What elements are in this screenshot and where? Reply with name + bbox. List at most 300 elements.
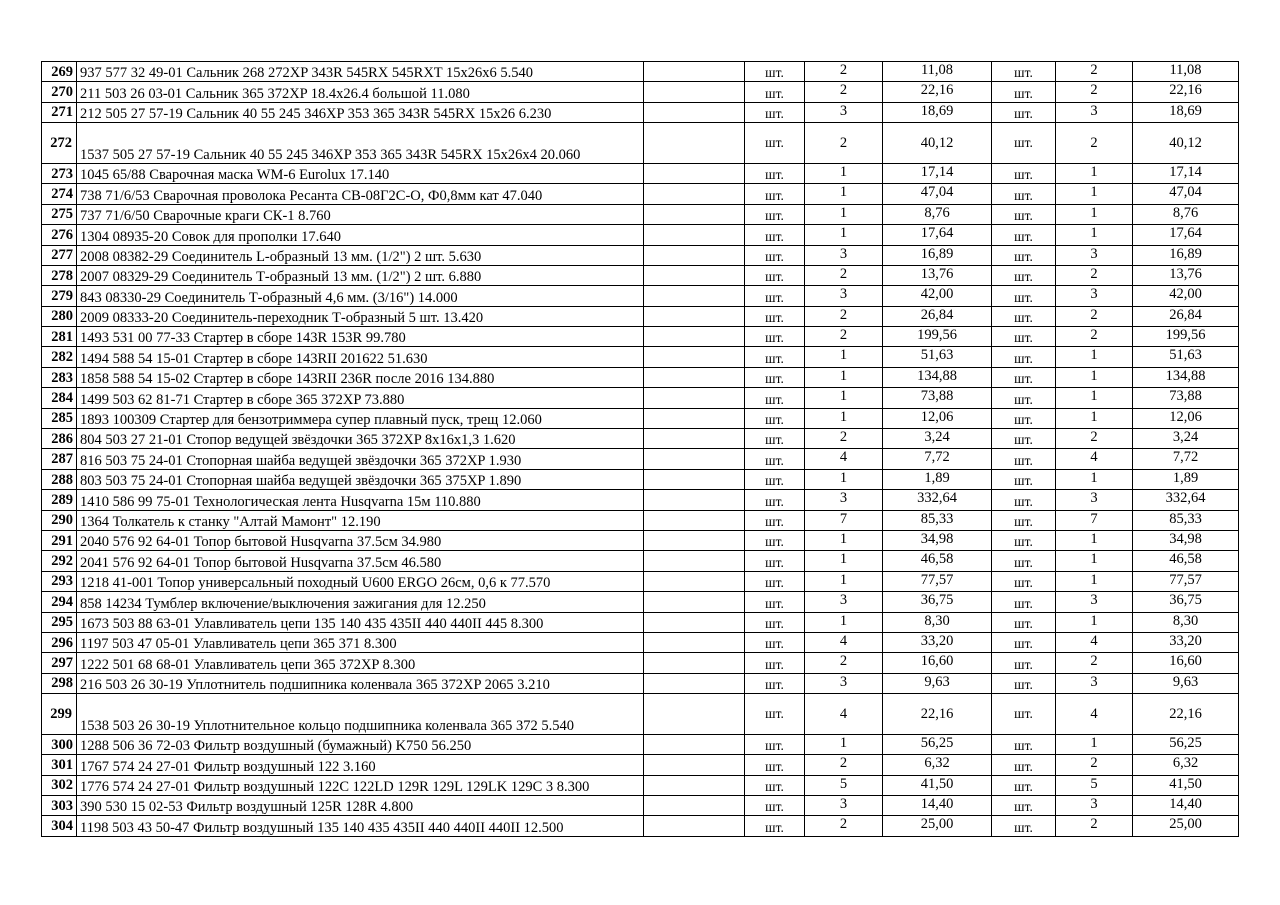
quantity-cell-2: 3	[1056, 102, 1133, 122]
sum-cell: 51,63	[1133, 347, 1239, 367]
empty-cell	[644, 531, 745, 551]
price-cell: 9,63	[883, 673, 992, 693]
sum-cell: 47,04	[1133, 184, 1239, 204]
empty-cell	[644, 673, 745, 693]
unit-cell: шт.	[745, 796, 805, 816]
price-cell: 85,33	[883, 510, 992, 530]
price-cell: 14,40	[883, 796, 992, 816]
quantity-cell: 2	[805, 327, 883, 347]
unit-cell: шт.	[745, 571, 805, 591]
sum-cell: 12,06	[1133, 408, 1239, 428]
unit-cell-2: шт.	[992, 265, 1056, 285]
unit-cell: шт.	[745, 816, 805, 836]
unit-cell: шт.	[745, 510, 805, 530]
item-name: 803 503 75 24-01 Стопорная шайба ведущей звёздочки 365 375XP 1.890	[77, 469, 644, 489]
price-cell: 134,88	[883, 367, 992, 387]
item-name: 1197 503 47 05-01 Улавливатель цепи 365 371 8.300	[77, 632, 644, 652]
quantity-cell-2: 4	[1056, 694, 1133, 735]
item-name: 843 08330-29 Соединитель Т-образный 4,6 мм. (3/16") 14.000	[77, 286, 644, 306]
unit-cell: шт.	[745, 184, 805, 204]
unit-cell: шт.	[745, 265, 805, 285]
table-row	[42, 102, 1239, 122]
quantity-cell-2: 1	[1056, 734, 1133, 754]
quantity-cell: 2	[805, 306, 883, 326]
empty-cell	[644, 510, 745, 530]
table-row	[42, 408, 1239, 428]
quantity-cell: 3	[805, 673, 883, 693]
sum-cell: 42,00	[1133, 286, 1239, 306]
price-cell: 18,69	[883, 102, 992, 122]
item-name: 804 503 27 21-01 Стопор ведущей звёздочки 365 372XP 8x16x1,3 1.620	[77, 429, 644, 449]
item-name: 1222 501 68 68-01 Улавливатель цепи 365 372XP 8.300	[77, 653, 644, 673]
quantity-cell-2: 4	[1056, 632, 1133, 652]
price-cell: 40,12	[883, 123, 992, 164]
sum-cell: 199,56	[1133, 327, 1239, 347]
row-number: 295	[42, 612, 77, 632]
unit-cell: шт.	[745, 408, 805, 428]
quantity-cell: 1	[805, 551, 883, 571]
unit-cell-2: шт.	[992, 327, 1056, 347]
unit-cell: шт.	[745, 632, 805, 652]
empty-cell	[644, 204, 745, 224]
row-number: 275	[42, 204, 77, 224]
table-row	[42, 653, 1239, 673]
table-row	[42, 571, 1239, 591]
item-name: 216 503 26 30-19 Уплотнитель подшипника коленвала 365 372XP 2065 3.210	[77, 673, 644, 693]
quantity-cell-2: 1	[1056, 469, 1133, 489]
quantity-cell-2: 1	[1056, 225, 1133, 245]
quantity-cell: 1	[805, 163, 883, 183]
row-number: 288	[42, 469, 77, 489]
quantity-cell: 2	[805, 816, 883, 836]
empty-cell	[644, 265, 745, 285]
quantity-cell: 2	[805, 429, 883, 449]
unit-cell-2: шт.	[992, 408, 1056, 428]
quantity-cell-2: 4	[1056, 449, 1133, 469]
quantity-cell: 1	[805, 612, 883, 632]
item-name: 390 530 15 02-53 Фильтр воздушный 125R 128R 4.800	[77, 796, 644, 816]
row-number: 274	[42, 184, 77, 204]
table-row	[42, 694, 1239, 735]
empty-cell	[644, 286, 745, 306]
unit-cell-2: шт.	[992, 163, 1056, 183]
table-row	[42, 734, 1239, 754]
price-cell: 47,04	[883, 184, 992, 204]
quantity-cell: 5	[805, 775, 883, 795]
quantity-cell-2: 2	[1056, 306, 1133, 326]
sum-cell: 1,89	[1133, 469, 1239, 489]
price-cell: 33,20	[883, 632, 992, 652]
empty-cell	[644, 612, 745, 632]
unit-cell: шт.	[745, 62, 805, 82]
sum-cell: 7,72	[1133, 449, 1239, 469]
unit-cell-2: шт.	[992, 82, 1056, 102]
unit-cell-2: шт.	[992, 775, 1056, 795]
table-row	[42, 184, 1239, 204]
empty-cell	[644, 490, 745, 510]
unit-cell-2: шт.	[992, 694, 1056, 735]
row-number: 286	[42, 429, 77, 449]
unit-cell: шт.	[745, 286, 805, 306]
quantity-cell-2: 2	[1056, 62, 1133, 82]
quantity-cell: 1	[805, 734, 883, 754]
empty-cell	[644, 225, 745, 245]
table-row	[42, 388, 1239, 408]
quantity-cell: 1	[805, 469, 883, 489]
quantity-cell: 1	[805, 184, 883, 204]
price-cell: 8,30	[883, 612, 992, 632]
row-number: 300	[42, 734, 77, 754]
quantity-cell-2: 1	[1056, 367, 1133, 387]
empty-cell	[644, 592, 745, 612]
sum-cell: 11,08	[1133, 62, 1239, 82]
row-number: 291	[42, 531, 77, 551]
unit-cell: шт.	[745, 388, 805, 408]
quantity-cell-2: 3	[1056, 592, 1133, 612]
sum-cell: 33,20	[1133, 632, 1239, 652]
table-row	[42, 429, 1239, 449]
item-name: 1893 100309 Стартер для бензотриммера супер плавный пуск, трещ 12.060	[77, 408, 644, 428]
empty-cell	[644, 102, 745, 122]
table-row	[42, 367, 1239, 387]
sum-cell: 6,32	[1133, 755, 1239, 775]
row-number: 298	[42, 673, 77, 693]
unit-cell: шт.	[745, 653, 805, 673]
sum-cell: 36,75	[1133, 592, 1239, 612]
empty-cell	[644, 245, 745, 265]
row-number: 282	[42, 347, 77, 367]
unit-cell: шт.	[745, 673, 805, 693]
empty-cell	[644, 347, 745, 367]
row-number: 270	[42, 82, 77, 102]
unit-cell-2: шт.	[992, 245, 1056, 265]
row-number: 303	[42, 796, 77, 816]
row-number: 281	[42, 327, 77, 347]
table-row	[42, 755, 1239, 775]
table-row	[42, 347, 1239, 367]
unit-cell-2: шт.	[992, 612, 1056, 632]
unit-cell: шт.	[745, 163, 805, 183]
table-row	[42, 775, 1239, 795]
sum-cell: 16,89	[1133, 245, 1239, 265]
quantity-cell: 7	[805, 510, 883, 530]
unit-cell-2: шт.	[992, 429, 1056, 449]
sum-cell: 40,12	[1133, 123, 1239, 164]
quantity-cell: 2	[805, 62, 883, 82]
quantity-cell: 2	[805, 755, 883, 775]
unit-cell-2: шт.	[992, 653, 1056, 673]
row-number: 285	[42, 408, 77, 428]
item-name: 1198 503 43 50-47 Фильтр воздушный 135 140 435 435II 440 440II 440II 12.500	[77, 816, 644, 836]
empty-cell	[644, 653, 745, 673]
empty-cell	[644, 796, 745, 816]
sum-cell: 3,24	[1133, 429, 1239, 449]
price-cell: 26,84	[883, 306, 992, 326]
quantity-cell: 3	[805, 490, 883, 510]
quantity-cell: 2	[805, 123, 883, 164]
sum-cell: 56,25	[1133, 734, 1239, 754]
unit-cell-2: шт.	[992, 796, 1056, 816]
quantity-cell: 1	[805, 571, 883, 591]
sum-cell: 8,76	[1133, 204, 1239, 224]
table-row	[42, 286, 1239, 306]
unit-cell-2: шт.	[992, 449, 1056, 469]
item-name: 1493 531 00 77-33 Стартер в сборе 143R 153R 99.780	[77, 327, 644, 347]
price-cell: 56,25	[883, 734, 992, 754]
item-name: 1537 505 27 57-19 Сальник 40 55 245 346XP 353 365 343R 545RX 15x26x4 20.060	[77, 123, 644, 164]
row-number: 289	[42, 490, 77, 510]
price-cell: 73,88	[883, 388, 992, 408]
item-name: 2040 576 92 64-01 Топор бытовой Husqvarna 37.5см 34.980	[77, 531, 644, 551]
price-cell: 1,89	[883, 469, 992, 489]
quantity-cell: 1	[805, 347, 883, 367]
unit-cell: шт.	[745, 755, 805, 775]
quantity-cell: 1	[805, 225, 883, 245]
unit-cell-2: шт.	[992, 571, 1056, 591]
row-number: 271	[42, 102, 77, 122]
sum-cell: 22,16	[1133, 694, 1239, 735]
sum-cell: 41,50	[1133, 775, 1239, 795]
quantity-cell-2: 1	[1056, 408, 1133, 428]
row-number: 294	[42, 592, 77, 612]
quantity-cell: 4	[805, 632, 883, 652]
quantity-cell: 2	[805, 653, 883, 673]
unit-cell: шт.	[745, 449, 805, 469]
table-row	[42, 163, 1239, 183]
table-row	[42, 306, 1239, 326]
quantity-cell-2: 5	[1056, 775, 1133, 795]
price-cell: 46,58	[883, 551, 992, 571]
item-name: 1304 08935-20 Совок для прополки 17.640	[77, 225, 644, 245]
row-number: 290	[42, 510, 77, 530]
sum-cell: 46,58	[1133, 551, 1239, 571]
item-name: 212 505 27 57-19 Сальник 40 55 245 346XP 353 365 343R 545RX 15x26 6.230	[77, 102, 644, 122]
price-cell: 13,76	[883, 265, 992, 285]
empty-cell	[644, 755, 745, 775]
empty-cell	[644, 367, 745, 387]
price-cell: 12,06	[883, 408, 992, 428]
table-row	[42, 449, 1239, 469]
quantity-cell-2: 1	[1056, 184, 1133, 204]
unit-cell-2: шт.	[992, 184, 1056, 204]
price-cell: 16,89	[883, 245, 992, 265]
item-name: 1045 65/88 Сварочная маска WM-6 Eurolux 17.140	[77, 163, 644, 183]
quantity-cell: 1	[805, 531, 883, 551]
quantity-cell: 1	[805, 408, 883, 428]
quantity-cell: 3	[805, 796, 883, 816]
sum-cell: 18,69	[1133, 102, 1239, 122]
unit-cell-2: шт.	[992, 510, 1056, 530]
quantity-cell: 4	[805, 694, 883, 735]
price-cell: 332,64	[883, 490, 992, 510]
quantity-cell-2: 1	[1056, 531, 1133, 551]
item-name: 1364 Толкатель к станку "Алтай Мамонт" 12.190	[77, 510, 644, 530]
sum-cell: 26,84	[1133, 306, 1239, 326]
unit-cell: шт.	[745, 82, 805, 102]
sum-cell: 85,33	[1133, 510, 1239, 530]
price-cell: 77,57	[883, 571, 992, 591]
table-row	[42, 123, 1239, 164]
quantity-cell: 1	[805, 388, 883, 408]
sum-cell: 25,00	[1133, 816, 1239, 836]
price-cell: 36,75	[883, 592, 992, 612]
quantity-cell: 3	[805, 102, 883, 122]
sum-cell: 14,40	[1133, 796, 1239, 816]
unit-cell: шт.	[745, 551, 805, 571]
item-name: 858 14234 Тумблер включение/выключения зажигания для 12.250	[77, 592, 644, 612]
unit-cell-2: шт.	[992, 673, 1056, 693]
price-cell: 51,63	[883, 347, 992, 367]
table-row	[42, 510, 1239, 530]
quantity-cell: 3	[805, 286, 883, 306]
empty-cell	[644, 694, 745, 735]
price-cell: 42,00	[883, 286, 992, 306]
item-name: 738 71/6/53 Сварочная проволока Ресанта СВ-08Г2С-О, Ф0,8мм кат 47.040	[77, 184, 644, 204]
quantity-cell-2: 3	[1056, 286, 1133, 306]
item-name: 2007 08329-29 Соединитель Т-образный 13 мм. (1/2") 2 шт. 6.880	[77, 265, 644, 285]
table-row	[42, 673, 1239, 693]
item-name: 1410 586 99 75-01 Технологическая лента Husqvarna 15м 110.880	[77, 490, 644, 510]
row-number: 299	[42, 694, 77, 735]
empty-cell	[644, 123, 745, 164]
unit-cell-2: шт.	[992, 632, 1056, 652]
unit-cell: шт.	[745, 612, 805, 632]
row-number: 284	[42, 388, 77, 408]
unit-cell: шт.	[745, 225, 805, 245]
quantity-cell-2: 1	[1056, 571, 1133, 591]
empty-cell	[644, 429, 745, 449]
row-number: 292	[42, 551, 77, 571]
table-row	[42, 204, 1239, 224]
empty-cell	[644, 816, 745, 836]
unit-cell: шт.	[745, 102, 805, 122]
row-number: 301	[42, 755, 77, 775]
quantity-cell: 1	[805, 204, 883, 224]
row-number: 297	[42, 653, 77, 673]
quantity-cell: 3	[805, 592, 883, 612]
quantity-cell-2: 1	[1056, 204, 1133, 224]
table-row	[42, 62, 1239, 82]
table-row	[42, 327, 1239, 347]
table-row	[42, 245, 1239, 265]
quantity-cell-2: 1	[1056, 388, 1133, 408]
quantity-cell-2: 2	[1056, 327, 1133, 347]
price-cell: 22,16	[883, 694, 992, 735]
quantity-cell-2: 3	[1056, 245, 1133, 265]
item-name: 1494 588 54 15-01 Стартер в сборе 143RII 201622 51.630	[77, 347, 644, 367]
row-number: 279	[42, 286, 77, 306]
table-row	[42, 265, 1239, 285]
table-row	[42, 469, 1239, 489]
empty-cell	[644, 82, 745, 102]
quantity-cell: 3	[805, 245, 883, 265]
unit-cell-2: шт.	[992, 592, 1056, 612]
empty-cell	[644, 408, 745, 428]
row-number: 273	[42, 163, 77, 183]
price-cell: 34,98	[883, 531, 992, 551]
unit-cell: шт.	[745, 123, 805, 164]
sum-cell: 22,16	[1133, 82, 1239, 102]
unit-cell: шт.	[745, 204, 805, 224]
unit-cell-2: шт.	[992, 62, 1056, 82]
quantity-cell-2: 1	[1056, 347, 1133, 367]
unit-cell: шт.	[745, 734, 805, 754]
price-cell: 199,56	[883, 327, 992, 347]
item-name: 211 503 26 03-01 Сальник 365 372XP 18.4x26.4 большой 11.080	[77, 82, 644, 102]
price-cell: 17,14	[883, 163, 992, 183]
empty-cell	[644, 184, 745, 204]
sum-cell: 17,14	[1133, 163, 1239, 183]
price-cell: 16,60	[883, 653, 992, 673]
unit-cell-2: шт.	[992, 367, 1056, 387]
quantity-cell-2: 2	[1056, 265, 1133, 285]
price-cell: 22,16	[883, 82, 992, 102]
quantity-cell: 4	[805, 449, 883, 469]
price-cell: 11,08	[883, 62, 992, 82]
item-name: 2041 576 92 64-01 Топор бытовой Husqvarna 37.5см 46.580	[77, 551, 644, 571]
quantity-cell-2: 2	[1056, 755, 1133, 775]
items-table	[41, 61, 1239, 837]
unit-cell-2: шт.	[992, 204, 1056, 224]
price-cell: 6,32	[883, 755, 992, 775]
unit-cell: шт.	[745, 775, 805, 795]
document-page	[41, 61, 1238, 837]
unit-cell: шт.	[745, 469, 805, 489]
table-row	[42, 796, 1239, 816]
sum-cell: 17,64	[1133, 225, 1239, 245]
unit-cell-2: шт.	[992, 347, 1056, 367]
table-row	[42, 612, 1239, 632]
sum-cell: 13,76	[1133, 265, 1239, 285]
unit-cell: шт.	[745, 531, 805, 551]
quantity-cell-2: 1	[1056, 163, 1133, 183]
unit-cell-2: шт.	[992, 286, 1056, 306]
unit-cell-2: шт.	[992, 469, 1056, 489]
row-number: 293	[42, 571, 77, 591]
item-name: 816 503 75 24-01 Стопорная шайба ведущей звёздочки 365 372XP 1.930	[77, 449, 644, 469]
quantity-cell-2: 2	[1056, 653, 1133, 673]
row-number: 287	[42, 449, 77, 469]
empty-cell	[644, 632, 745, 652]
empty-cell	[644, 551, 745, 571]
sum-cell: 9,63	[1133, 673, 1239, 693]
quantity-cell-2: 7	[1056, 510, 1133, 530]
item-name: 1538 503 26 30-19 Уплотнительное кольцо подшипника коленвала 365 372 5.540	[77, 694, 644, 735]
sum-cell: 34,98	[1133, 531, 1239, 551]
quantity-cell-2: 2	[1056, 123, 1133, 164]
item-name: 1776 574 24 27-01 Фильтр воздушный 122C 122LD 129R 129L 129LK 129C 3 8.300	[77, 775, 644, 795]
quantity-cell-2: 2	[1056, 429, 1133, 449]
price-cell: 17,64	[883, 225, 992, 245]
row-number: 278	[42, 265, 77, 285]
row-number: 280	[42, 306, 77, 326]
item-name: 1288 506 36 72-03 Фильтр воздушный (бумажный) K750 56.250	[77, 734, 644, 754]
unit-cell-2: шт.	[992, 816, 1056, 836]
price-cell: 25,00	[883, 816, 992, 836]
quantity-cell: 2	[805, 265, 883, 285]
row-number: 269	[42, 62, 77, 82]
row-number: 272	[42, 123, 77, 164]
sum-cell: 73,88	[1133, 388, 1239, 408]
row-number: 277	[42, 245, 77, 265]
quantity-cell-2: 3	[1056, 490, 1133, 510]
empty-cell	[644, 469, 745, 489]
unit-cell: шт.	[745, 592, 805, 612]
empty-cell	[644, 775, 745, 795]
item-name: 2008 08382-29 Соединитель L-образный 13 мм. (1/2") 2 шт. 5.630	[77, 245, 644, 265]
unit-cell: шт.	[745, 347, 805, 367]
table-row	[42, 816, 1239, 836]
